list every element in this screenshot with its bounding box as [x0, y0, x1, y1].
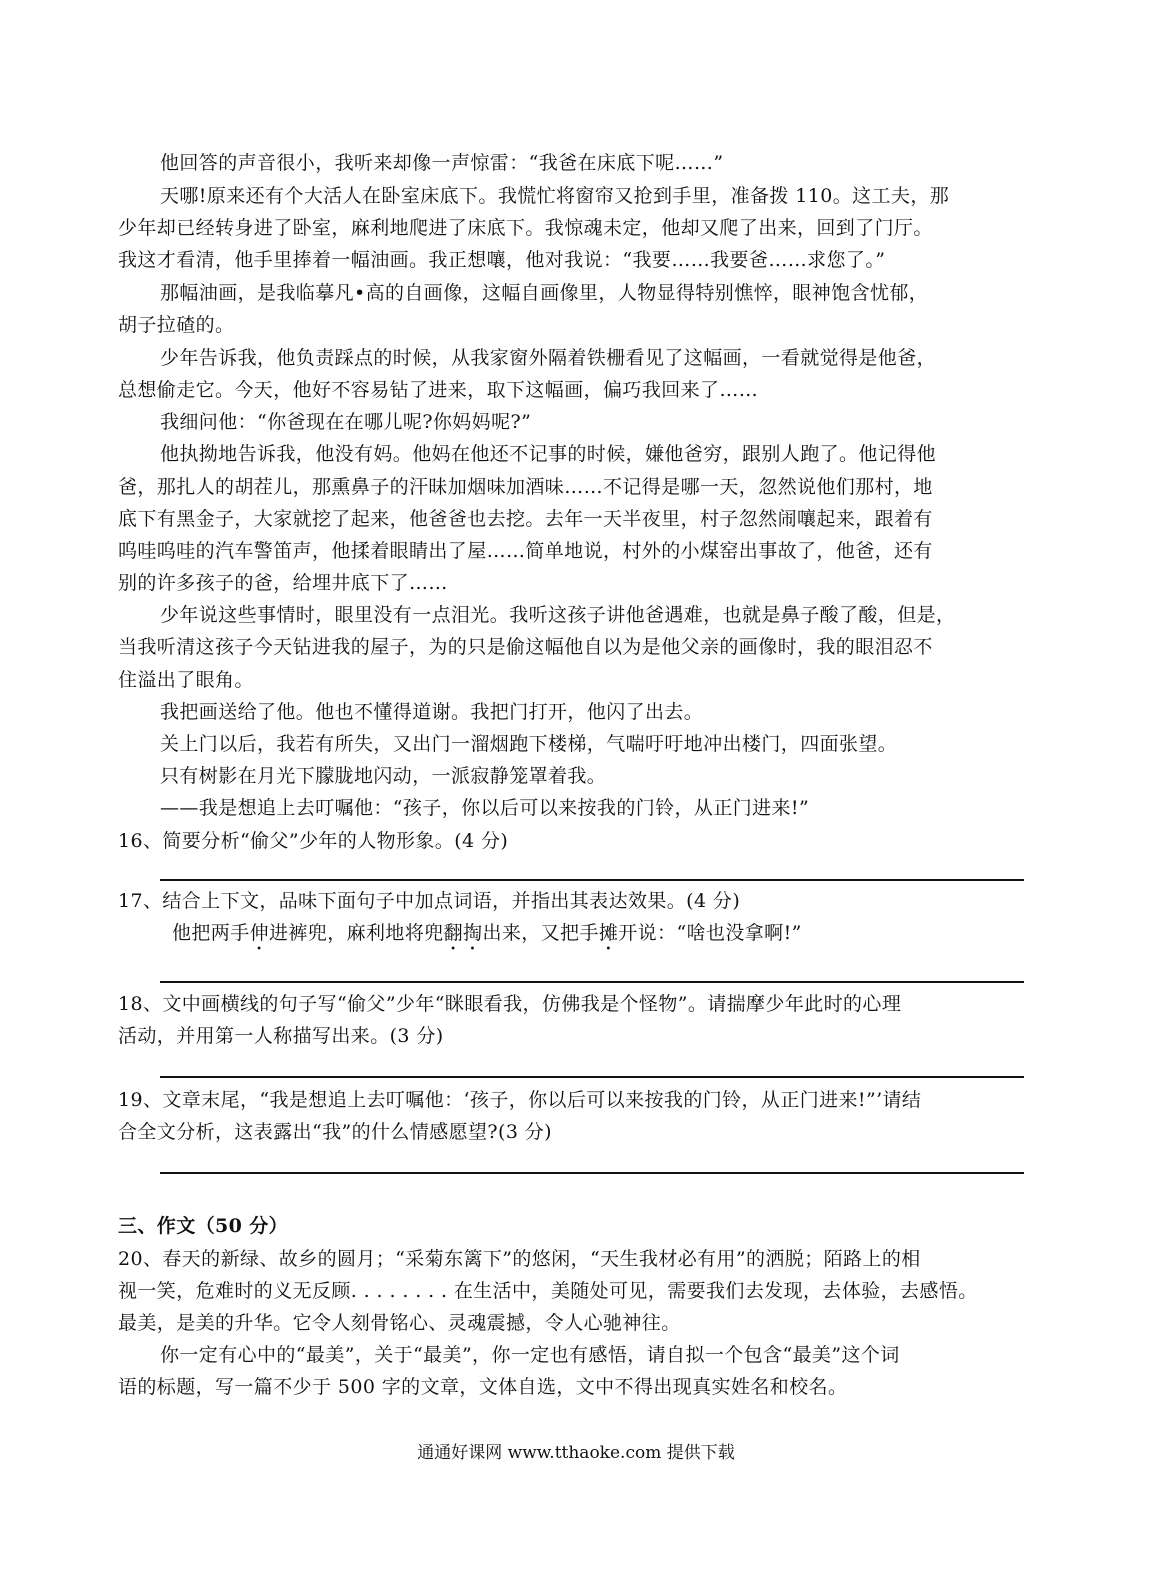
story-paragraph: 我把画送给了他。他也不懂得道谢。我把门打开，他闪了出去。: [160, 701, 704, 723]
essay-prompt: 20、春天的新绿、故乡的圆月；“采菊东篱下”的悠闲，“天生我材必有用”的洒脱；陌路上的相: [118, 1248, 921, 1270]
sentence-text: 出来，又把手: [482, 922, 599, 944]
story-paragraph: ——我是想追上去叮嘱他：“孩子，你以后可以来按我的门铃，从正门进来!”: [160, 797, 810, 819]
story-paragraph: 那幅油画，是我临摹凡•高的自画像，这幅自画像里，人物显得特别憔悴，眼神饱含忧郁，: [160, 282, 929, 304]
story-line: 住溢出了眼角。: [118, 669, 254, 691]
dotted-word: 翻掏: [443, 922, 483, 944]
essay-prompt-line: 语的标题，写一篇不少于 500 字的文章，文体自选，文中不得出现真实姓名和校名。: [118, 1376, 848, 1398]
story-paragraph: 少年告诉我，他负责踩点的时候，从我家窗外隔着铁栅看见了这幅画，一看就觉得是他爸，: [160, 347, 937, 369]
answer-line-17[interactable]: [160, 981, 1024, 983]
story-line: 别的许多孩子的爸，给埋井底下了……: [118, 572, 448, 594]
essay-prompt-line: 视一笑，危难时的义无反顾. . . . . . . . 在生活中，美随处可见，需要我们去发现，去体验，去感悟。: [118, 1280, 978, 1302]
question-18: 18、文中画横线的句子写“偷父”少年“眯眼看我，仿佛我是个怪物”。请揣摩少年此时的心理: [118, 993, 902, 1015]
essay-prompt-line: 最美，是美的升华。它令人刻骨铭心、灵魂震撼，令人心驰神往。: [118, 1312, 681, 1334]
question-17: 17、结合上下文，品味下面句子中加点词语，并指出其表达效果。(4 分): [118, 890, 741, 912]
story-paragraph: 他回答的声音很小，我听来却像一声惊雷：“我爸在床底下呢……”: [160, 152, 724, 174]
story-line: 爸，那扎人的胡茬儿，那熏鼻子的汗昧加烟味加酒味……不记得是哪一天，忽然说他们那村，地: [118, 476, 933, 498]
footer-credit: 通通好课网 www.tthaoke.com 提供下载: [417, 1443, 735, 1463]
essay-prompt-paragraph: 你一定有心中的“最美”，关于“最美”，你一定也有感悟，请自拟一个包含“最美”这个词: [160, 1344, 900, 1366]
answer-line-18[interactable]: [160, 1076, 1024, 1078]
question-19: 19、文章末尾，“我是想追上去叮嘱他：‘孩子，你以后可以来按我的门铃，从正门进来!”’请结: [118, 1089, 922, 1111]
story-paragraph: 我细问他：“你爸现在在哪儿呢?你妈妈呢?”: [160, 411, 532, 433]
sentence-text: 开说：“啥也没拿啊!”: [618, 922, 802, 944]
dotted-word: 伸: [249, 922, 270, 944]
section-heading: 三、作文（50 分）: [118, 1215, 289, 1237]
question-17-sentence: [172, 920, 1023, 950]
story-paragraph: 关上门以后，我若有所失，又出门一溜烟跑下楼梯，气喘吁吁地冲出楼门，四面张望。: [160, 733, 898, 755]
question-16: 16、简要分析“偷父”少年的人物形象。(4 分): [118, 830, 509, 852]
dotted-word: 摊: [598, 922, 619, 944]
story-line: 呜哇呜哇的汽车警笛声，他揉着眼睛出了屋……简单地说，村外的小煤窑出事故了，他爸，还有: [118, 540, 933, 562]
story-paragraph: 只有树影在月光下朦胧地闪动，一派寂静笼罩着我。: [160, 765, 607, 787]
story-paragraph: 少年说这些事情时，眼里没有一点泪光。我听这孩子讲他爸遇难，也就是鼻子酸了酸，但是，: [160, 604, 956, 626]
story-line: 总想偷走它。今天，他好不容易钻了进来，取下这幅画，偏巧我回来了……: [118, 379, 759, 401]
story-line: 底下有黑金子，大家就挖了起来，他爸爸也去挖。去年一天半夜里，村子忽然闹嚷起来，跟着有: [118, 508, 933, 530]
answer-line-16[interactable]: [160, 879, 1024, 881]
answer-line-19[interactable]: [160, 1172, 1024, 1174]
story-paragraph: 天哪!原来还有个大活人在卧室床底下。我慌忙将窗帘又抢到手里，准备拨 110。这工夫，那: [160, 185, 950, 207]
story-line: 当我听清这孩子今天钻进我的屋子，为的只是偷这幅他自以为是他父亲的画像时，我的眼泪忍不: [118, 636, 933, 658]
story-line: 少年却已经转身进了卧室，麻利地爬进了床底下。我惊魂未定，他却又爬了出来，回到了门厅。: [118, 217, 933, 239]
sentence-text: 他把两手: [172, 922, 250, 944]
question-18-line: 活动，并用第一人称描写出来。(3 分): [118, 1025, 444, 1047]
story-line: 我这才看清，他手里捧着一幅油画。我正想嚷，他对我说：“我要……我要爸……求您了。”: [118, 249, 886, 271]
story-line: 胡子拉碴的。: [118, 314, 235, 336]
story-paragraph: 他执拗地告诉我，他没有妈。他妈在他还不记事的时候，嫌他爸穷，跟别人跑了。他记得他: [160, 443, 937, 465]
sentence-text: 进裤兜，麻利地将兜: [269, 922, 444, 944]
question-19-line: 合全文分析，这表露出“我”的什么情感愿望?(3 分): [118, 1121, 552, 1143]
